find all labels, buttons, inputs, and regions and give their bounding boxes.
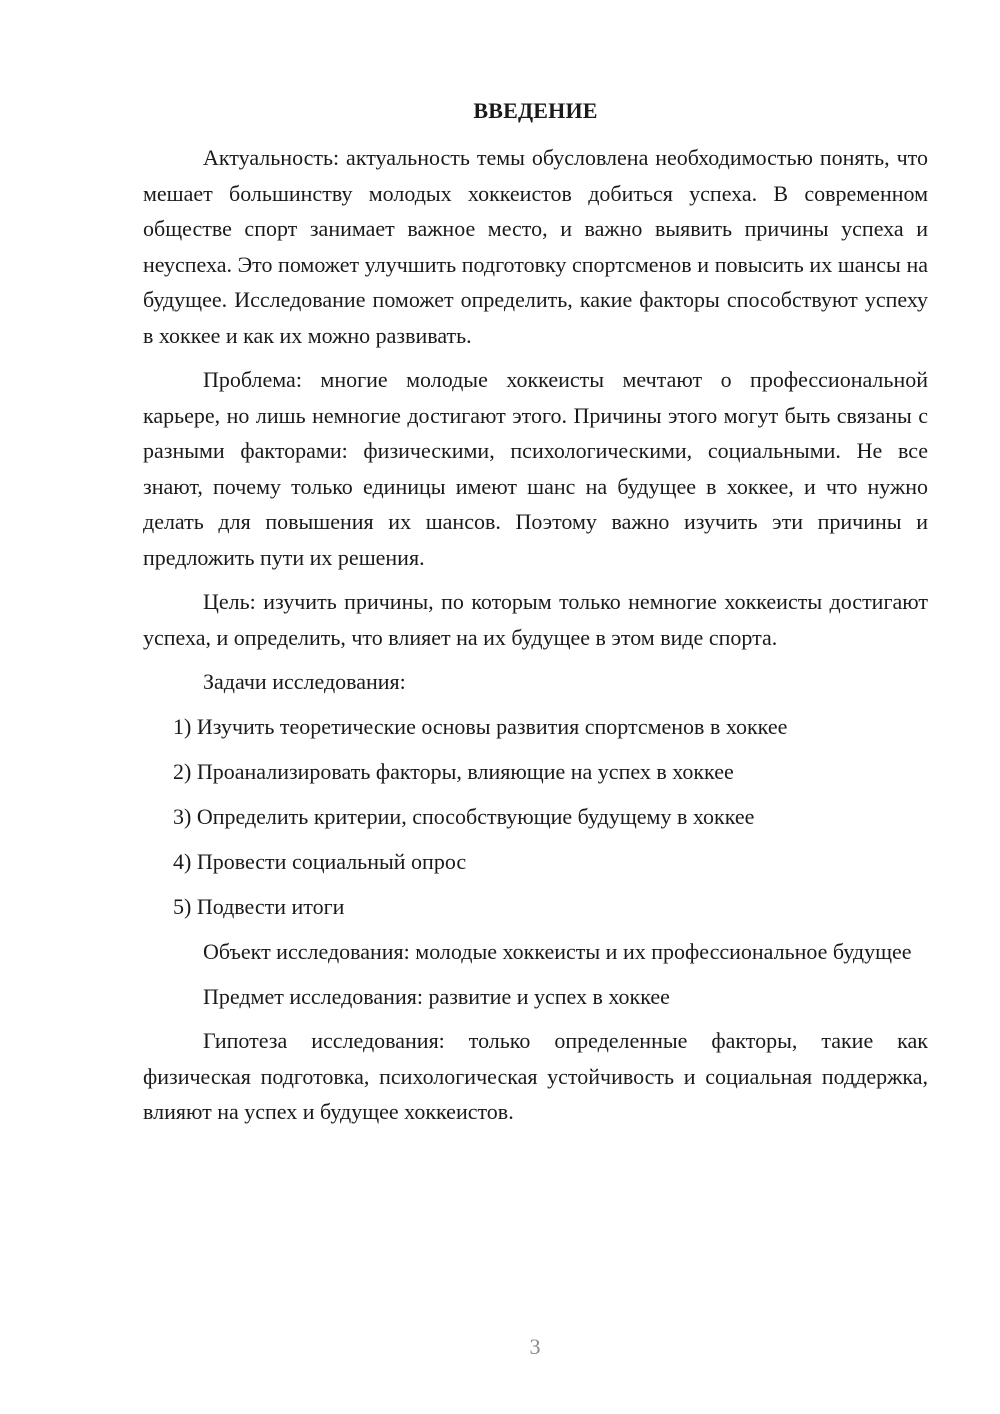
section-title: ВВЕДЕНИЕ [473,98,598,123]
problem-paragraph: Проблема: многие молодые хоккеисты мечтают о профессиональной карьере, но лишь немногие достигают этого. Причины этого могут быть связаны с разными факторами: физическими, психологическими, социальными. Не все знают, почему только единицы имеют шанс на будущее в хоккее, и что нужно делать для повышения их шансов. Поэтому важно изучить эти причины и предложить пути их решения. [143,367,928,570]
page-content [143,96,928,1139]
relevance-paragraph: Актуальность: актуальность темы обусловлена необходимостью понять, что мешает большинству молодых хоккеистов добиться успеха. В современном обществе спорт занимает важное место, и важно выявить причины успеха и неуспеха. Это поможет улучшить подготовку спортсменов и повысить их шансы на будущее. Исследование поможет определить, какие факторы способствуют успеху в хоккее и как их можно развивать. [143,145,928,348]
task-item: 4) Провести социальный опрос [173,849,467,874]
page-number: 3 [529,1334,541,1359]
task-item: 1) Изучить теоретические основы развития спортсменов в хоккее [173,714,788,739]
task-item: 3) Определить критерии, способствующие будущему в хоккее [173,804,755,829]
tasks-list [143,709,928,925]
hypothesis-paragraph: Гипотеза исследования: только определенные факторы, такие как физическая подготовка, психологическая устойчивость и социальная поддержка, влияют на успех и будущее хоккеистов. [143,1028,928,1124]
task-item: 2) Проанализировать факторы, влияющие на успех в хоккее [173,759,734,784]
subject-paragraph: Предмет исследования: развитие и успех в хоккее [203,983,670,1009]
tasks-heading: Задачи исследования: [203,669,406,694]
goal-paragraph: Цель: изучить причины, по которым только немногие хоккеисты достигают успеха, и определить, что влияет на их будущее в этом виде спорта. [143,589,928,650]
task-item: 5) Подвести итоги [173,894,345,919]
object-paragraph: Объект исследования: молодые хоккеисты и их профессиональное будущее [203,939,912,964]
